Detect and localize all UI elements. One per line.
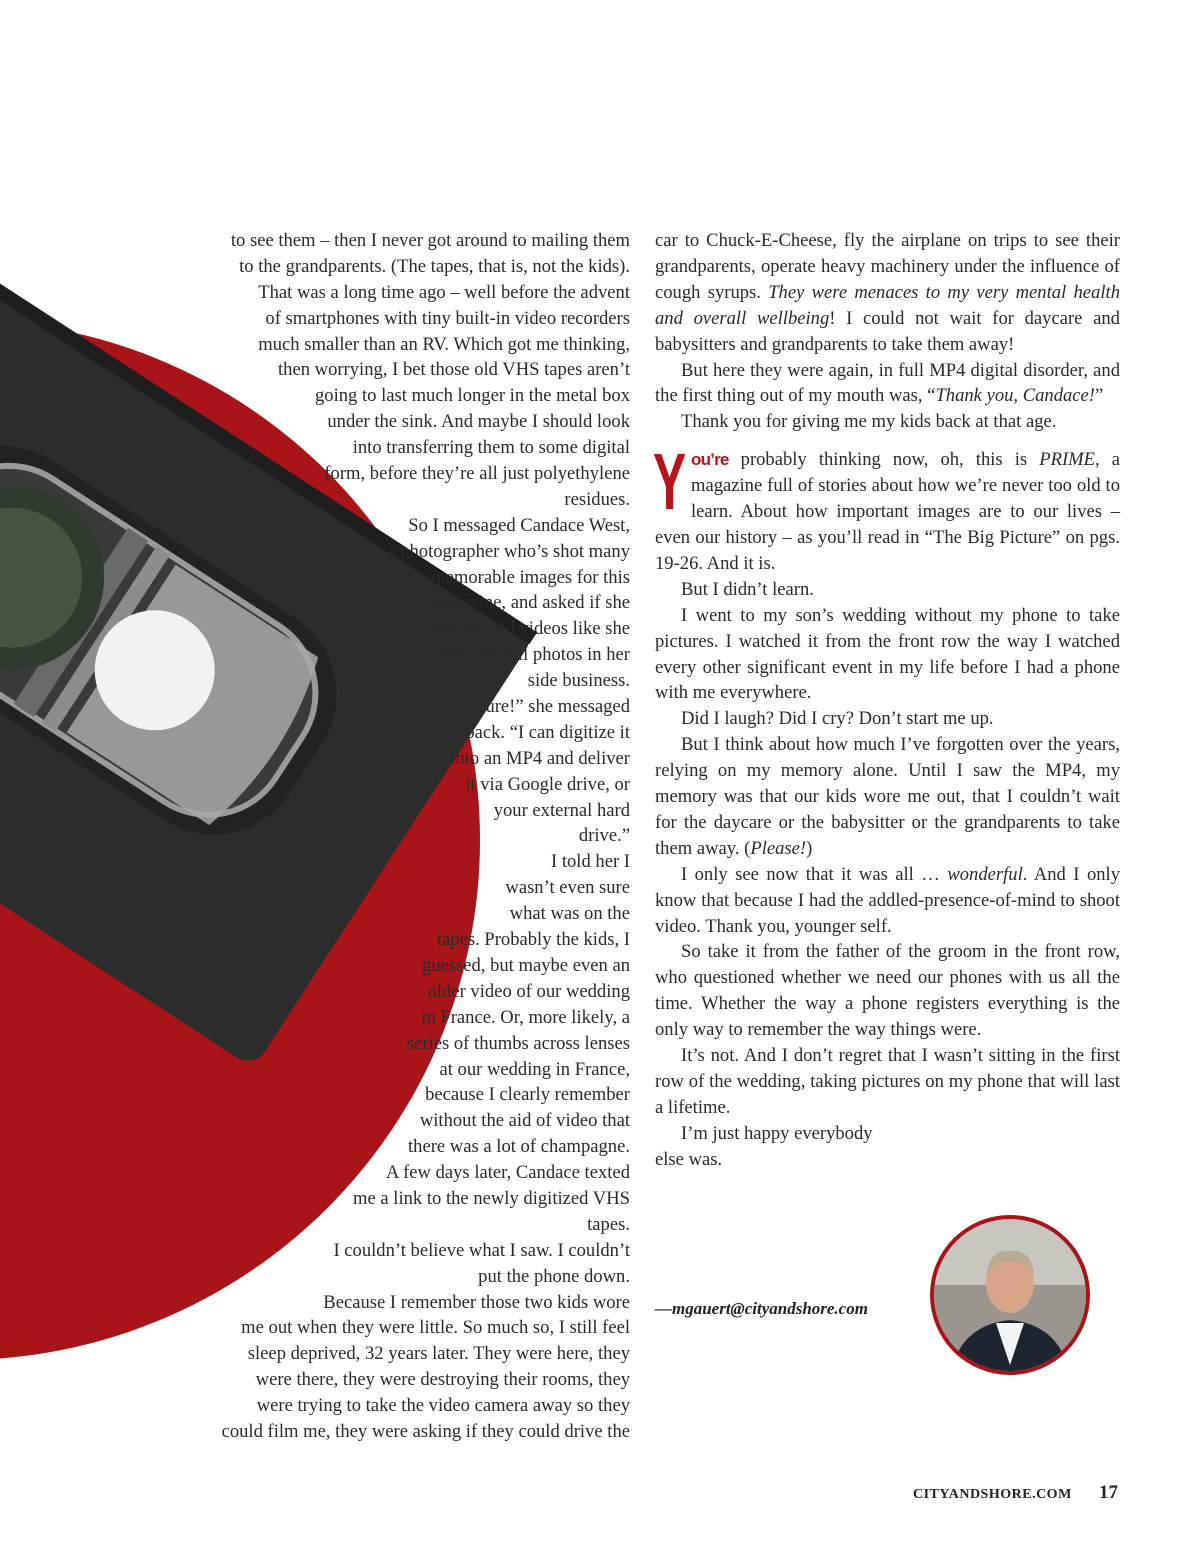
text-line: That was a long time ago – well before the advent bbox=[258, 281, 630, 303]
text-line: me out when they were little. So much so, I still feel bbox=[241, 1317, 630, 1339]
footer-site: CITYANDSHORE.COM bbox=[913, 1487, 1072, 1502]
text-line: “Sure!” she messaged bbox=[466, 696, 630, 718]
text-line: to see them – then I never got around to mailing them bbox=[230, 230, 630, 251]
paragraph: Thank you for giving me my kids back at that age. bbox=[681, 411, 1057, 433]
text-line: series of thumbs across lenses bbox=[406, 1032, 630, 1054]
closing-paragraph: I’m just happy everybody else was. bbox=[655, 1122, 873, 1170]
text-line: A few days later, Candace texted bbox=[386, 1162, 630, 1184]
text-line: then worrying, I bet those old VHS tapes aren’t bbox=[277, 359, 630, 381]
text-line: back. “I can digitize it bbox=[465, 721, 630, 743]
text-line: at our wedding in France, bbox=[439, 1058, 630, 1080]
section-start-paragraph: You’re probably thinking now, oh, this is PRIME, a magazine full of stories about how we’re never too old to learn. About how important images are to our lives – even our history – as you’ll read in “The Big Picture” on pgs. 19-26. And it is. bbox=[653, 437, 1120, 574]
text-line: under the sink. And maybe I should look bbox=[327, 411, 630, 433]
paragraph: I went to my son’s wedding without my phone to take pictures. I watched it from the front row the way I watched every other significant event in my life before I had a phone with me everywhere. bbox=[655, 604, 1120, 704]
text-line: were trying to take the video camera away so they bbox=[256, 1395, 630, 1417]
paragraph: car to Chuck-E-Cheese, fly the airplane on trips to see their grandparents, operate heavy machinery under the influence of cough syrups. They were menaces to my very mental health and overall wellbeing! I could not wait for daycare and babysitters and grandparents to take them away! bbox=[655, 230, 1120, 355]
text-line: form, before they’re all just polyethylene bbox=[324, 463, 630, 485]
text-line: of smartphones with tiny built-in video recorders bbox=[265, 307, 630, 329]
paragraph: But here they were again, in full MP4 digital disorder, and the first thing out of my mouth was, “Thank you, Candace!” bbox=[655, 359, 1120, 407]
text-line: older video of our wedding bbox=[427, 980, 630, 1002]
paragraph: But I think about how much I’ve forgotten over the years, relying on my memory alone. Until I saw the MP4, my memory was that our kids wore me out, that I couldn’t wait for the daycare or the babysitter or the grandparents to take them away. (Please!) bbox=[655, 734, 1120, 859]
text-line: could film me, they were asking if they could drive the bbox=[221, 1420, 630, 1442]
text-line: I told her I bbox=[551, 851, 630, 873]
text-line: sleep deprived, 32 years later. They were here, they bbox=[247, 1343, 630, 1365]
text-line: because I clearly remember bbox=[425, 1084, 630, 1106]
right-text-column bbox=[655, 228, 1120, 1173]
text-line: going to last much longer in the metal box bbox=[314, 385, 630, 407]
text-line: tapes. Probably the kids, I bbox=[436, 929, 630, 951]
paragraph: But I didn’t learn. bbox=[681, 578, 814, 600]
text-line: I couldn’t believe what I saw. I couldn’t bbox=[333, 1239, 630, 1261]
text-line: it via Google drive, or bbox=[465, 773, 630, 795]
text-line: into an MP4 and deliver bbox=[450, 747, 630, 769]
text-line: side business. bbox=[527, 670, 630, 692]
author-signature: —mgauert@cityandshore.com bbox=[655, 1299, 868, 1318]
text-line: me a link to the newly digitized VHS bbox=[353, 1187, 630, 1209]
paragraph: It’s not. And I don’t regret that I wasn’t sitting in the first row of the wedding, taking pictures on my phone that will last a lifetime. bbox=[655, 1045, 1120, 1118]
paragraph: Did I laugh? Did I cry? Don’t start me up. bbox=[681, 708, 994, 730]
text-line: a photographer who’s shot many bbox=[387, 540, 630, 562]
text-line: drive.” bbox=[578, 825, 630, 847]
text-line: wasn’t even sure bbox=[505, 877, 630, 899]
text-line: magazine, and asked if she bbox=[430, 592, 630, 614]
text-line: does old still photos in her bbox=[433, 644, 630, 666]
text-line: in France. Or, more likely, a bbox=[421, 1006, 630, 1028]
paragraph: I only see now that it was all … wonderful. And I only know that because I had the addled-presence-of-mind to shoot video. Thank you, younger self. bbox=[655, 863, 1120, 937]
text-line: put the phone down. bbox=[478, 1265, 630, 1287]
text-line: So I messaged Candace West, bbox=[408, 514, 630, 536]
text-line: to the grandparents. (The tapes, that is, not the kids). bbox=[239, 255, 630, 277]
left-text-column bbox=[150, 228, 630, 1445]
text-line: your external hard bbox=[493, 799, 630, 821]
paragraph: So take it from the father of the groom in the front row, who questioned whether we need our phones with us all the time. Whether the way a phone registers everything is the only way to remember the way things were. bbox=[655, 941, 1120, 1041]
text-line: Because I remember those two kids wore bbox=[323, 1291, 630, 1313]
author-photo bbox=[930, 1215, 1090, 1375]
text-line: what was on the bbox=[509, 903, 630, 925]
text-line: guessed, but maybe even an bbox=[421, 954, 630, 976]
text-line: memorable images for this bbox=[431, 566, 630, 588]
text-line: restored old videos like she bbox=[426, 618, 630, 640]
text-line: without the aid of video that bbox=[419, 1110, 630, 1132]
text-line: tapes. bbox=[587, 1213, 630, 1235]
text-line: there was a lot of champagne. bbox=[408, 1136, 630, 1158]
text-line: residues. bbox=[564, 488, 630, 510]
drop-cap: Y bbox=[653, 437, 687, 527]
text-line: into transferring them to some digital bbox=[352, 437, 630, 459]
text-line: much smaller than an RV. Which got me thinking, bbox=[258, 333, 630, 355]
text-line: were there, they were destroying their rooms, they bbox=[255, 1369, 630, 1391]
page-number: 17 bbox=[1099, 1482, 1118, 1503]
lead-in: ou’re bbox=[691, 450, 729, 470]
